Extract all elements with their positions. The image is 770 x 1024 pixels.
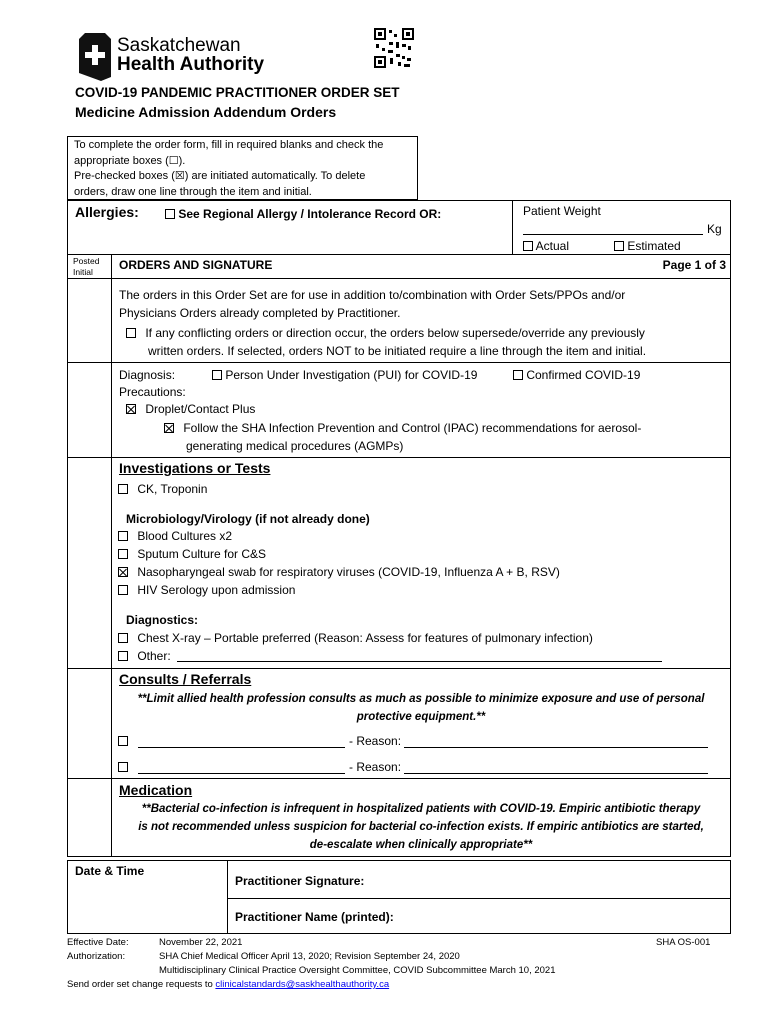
sputum-culture-checkbox[interactable] — [118, 549, 128, 559]
blood-cultures-checkbox[interactable] — [118, 531, 128, 541]
chest-xray-label: Chest X-ray – Portable preferred (Reason: Assess for features of pulmonary infection) — [137, 631, 593, 645]
send-requests-text: Send order set change requests to — [67, 979, 213, 990]
instructions-line: appropriate boxes (☐). — [74, 154, 186, 167]
intro-text: Physicians Orders already completed by Practitioner. — [119, 306, 401, 320]
consults-heading: Consults / Referrals — [119, 671, 252, 687]
instructions-text — [74, 138, 383, 200]
consult-2-reason-field[interactable] — [404, 761, 708, 774]
authorization-text: SHA Chief Medical Officer April 13, 2020; Revision September 24, 2020 — [159, 951, 460, 962]
blood-cultures-label: Blood Cultures x2 — [137, 529, 233, 543]
other-diagnostic-checkbox[interactable] — [118, 651, 128, 661]
initial-label: Initial — [73, 267, 93, 277]
effective-date-value: November 22, 2021 — [159, 937, 243, 948]
form-title: COVID-19 PANDEMIC PRACTITIONER ORDER SET — [75, 85, 400, 100]
practitioner-name-label: Practitioner Name (printed): — [235, 910, 394, 924]
datetime-label: Date & Time — [75, 864, 145, 878]
consults-note: protective equipment.** — [356, 711, 486, 723]
consult-1-checkbox[interactable] — [118, 736, 128, 746]
ck-troponin-label: CK, Troponin — [137, 482, 208, 496]
weight-estimated-checkbox[interactable] — [614, 241, 624, 251]
diagnosis-label: Diagnosis: — [119, 368, 176, 382]
consult-2-field[interactable] — [138, 761, 345, 774]
sha-logo-icon — [79, 33, 111, 81]
medication-note: **Bacterial co-infection is infrequent in hospitalized patients with COVID-19. Empiric antibiotic therapy — [141, 803, 701, 815]
pui-checkbox[interactable] — [212, 370, 222, 380]
regional-allergy-label: See Regional Allergy / Intolerance Record OR: — [178, 207, 442, 221]
posted-label: Posted — [73, 256, 100, 266]
consult-1-reason-field[interactable] — [404, 735, 708, 748]
investigations-heading: Investigations or Tests — [119, 460, 271, 476]
practitioner-signature-label: Practitioner Signature: — [235, 874, 365, 888]
form-subtitle: Medicine Admission Addendum Orders — [75, 104, 337, 120]
org-name-line2: Health Authority — [117, 54, 265, 75]
instructions-line: Pre-checked boxes (☒) are initiated automatically. To delete — [74, 170, 366, 182]
instructions-line: orders, draw one line through the item and initial. — [74, 185, 312, 198]
patient-weight-field[interactable] — [523, 222, 703, 235]
consult-1-reason-label: - Reason: — [349, 734, 402, 748]
consult-1-field[interactable] — [138, 735, 345, 748]
conflict-override-checkbox[interactable] — [126, 328, 136, 338]
np-swab-checkbox[interactable] — [118, 567, 128, 577]
other-diagnostic-label: Other: — [137, 649, 171, 663]
org-name-line1: Saskatchewan — [117, 35, 241, 56]
consult-2-checkbox[interactable] — [118, 762, 128, 772]
conflict-text: If any conflicting orders or direction occur, the orders below supersede/override any previously — [145, 326, 645, 340]
micro-heading: Microbiology/Virology (if not already done) — [126, 512, 370, 526]
np-swab-label: Nasopharyngeal swab for respiratory viruses (COVID-19, Influenza A + B, RSV) — [137, 565, 560, 579]
orders-title: ORDERS AND SIGNATURE — [119, 258, 273, 272]
signature-box — [67, 860, 731, 934]
weight-actual-label: Actual — [535, 239, 570, 253]
medication-note: is not recommended unless suspicion for bacterial co-infection exists. If empiric antibiotics are started, — [138, 821, 704, 833]
consult-2-reason-label: - Reason: — [349, 760, 402, 774]
hiv-serology-checkbox[interactable] — [118, 585, 128, 595]
contact-email-link[interactable]: clinicalstandards@saskhealthauthority.ca — [215, 979, 390, 990]
intro-text: The orders in this Order Set are for use in addition to/combination with Order Sets/PPOs and/or — [119, 288, 626, 302]
diagnostics-heading: Diagnostics: — [126, 613, 199, 627]
allergies-label: Allergies: — [75, 204, 139, 220]
patient-weight-label: Patient Weight — [523, 204, 601, 218]
weight-actual-checkbox[interactable] — [523, 241, 533, 251]
confirmed-covid-checkbox[interactable] — [513, 370, 523, 380]
effective-date-label: Effective Date: — [67, 937, 129, 948]
droplet-contact-checkbox[interactable] — [126, 404, 136, 414]
weight-estimated-label: Estimated — [627, 239, 681, 253]
precautions-label: Precautions: — [119, 385, 186, 399]
consults-note: **Limit allied health profession consults as much as possible to minimize exposure and use of personal — [137, 693, 705, 705]
page-number: Page 1 of 3 — [662, 258, 726, 272]
document-id: SHA OS-001 — [656, 937, 711, 948]
instructions-line: To complete the order form, fill in required blanks and check the — [74, 139, 384, 151]
regional-allergy-checkbox[interactable] — [165, 209, 175, 219]
conflict-text: written orders. If selected, orders NOT to be initiated require a line through the item and initial. — [148, 344, 647, 358]
confirmed-covid-label: Confirmed COVID-19 — [526, 368, 641, 382]
hiv-serology-label: HIV Serology upon admission — [137, 583, 296, 597]
weight-unit: Kg — [707, 222, 722, 236]
medication-note: de-escalate when clinically appropriate** — [309, 839, 533, 851]
authorization-label: Authorization: — [67, 951, 126, 962]
ipac-label: Follow the SHA Infection Prevention and Control (IPAC) recommendations for aerosol- — [183, 421, 642, 435]
qr-code-icon — [374, 28, 414, 68]
medication-heading: Medication — [119, 782, 193, 798]
sputum-culture-label: Sputum Culture for C&S — [137, 547, 267, 561]
chest-xray-checkbox[interactable] — [118, 633, 128, 643]
ipac-label: generating medical procedures (AGMPs) — [186, 439, 404, 453]
other-diagnostic-field[interactable] — [177, 649, 662, 662]
droplet-contact-label: Droplet/Contact Plus — [145, 402, 256, 416]
authorization-text: Multidisciplinary Clinical Practice Oversight Committee, COVID Subcommittee March 10, 2021 — [159, 965, 556, 976]
pui-label: Person Under Investigation (PUI) for COVID-19 — [225, 368, 478, 382]
ipac-checkbox[interactable] — [164, 423, 174, 433]
ck-troponin-checkbox[interactable] — [118, 484, 128, 494]
